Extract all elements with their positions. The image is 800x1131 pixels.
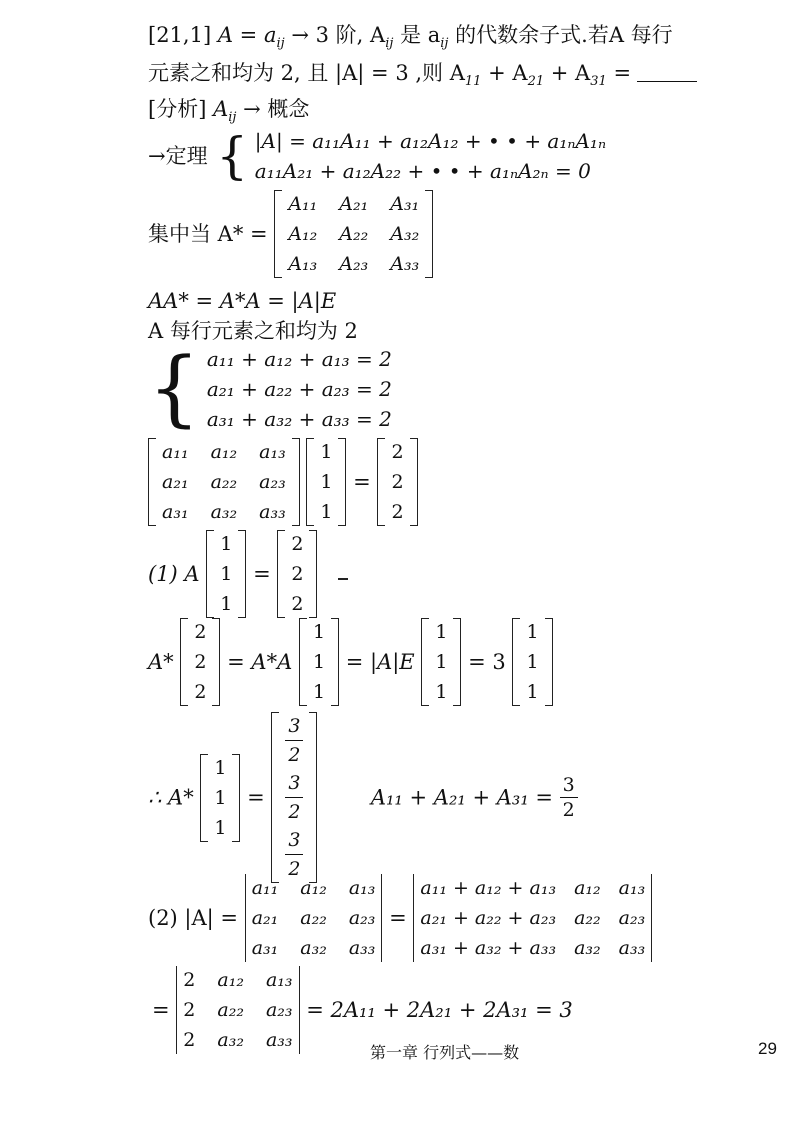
matrix-cell: A₃₂ — [390, 223, 420, 245]
analysis-a: A — [213, 97, 229, 121]
fraction-cell — [285, 771, 303, 824]
plus-1: + A — [481, 61, 528, 85]
frac-num: 3 — [562, 774, 575, 796]
matrix-cell: 1 — [320, 441, 333, 463]
matrix-cell: a₂₃ — [265, 999, 293, 1021]
matrix-cell: a₁₃ — [259, 441, 286, 463]
matrix-cell: a₂₂ — [574, 907, 601, 929]
system-rows — [207, 344, 392, 434]
matrix-cell: a₃₃ — [618, 937, 646, 959]
matrix-cell: 2 — [194, 621, 207, 643]
frac-num: 3 — [288, 715, 301, 737]
matrix-cell: 1 — [312, 681, 326, 703]
matrix-cell: 1 — [320, 471, 333, 493]
step2-line: (2) |A| = a₁₁ a₁₂ a₁₃ a₂₁ a₂₂ a₂₃ a₃₁ a₃₂ a₃₃ = a₁₁ + a₁₂ + a₁₃ a₁₂ a₁₃ a₂₁ + a₂₂ + a₂₃ a₂₂ a₂₃ a₃₁ + a₃₂ + a₃₃ a₃₂ a₃₃ — [148, 874, 652, 962]
matrix-cell: a₃₃ — [348, 937, 376, 959]
matrix-cell: 1 — [435, 621, 448, 643]
matrix-cell: a₃₂ — [300, 937, 327, 959]
matrix-cell: 1 — [220, 533, 233, 555]
matrix-cell: a₂₂ — [210, 471, 238, 493]
matrix-cell: 1 — [220, 593, 233, 615]
adjoint-identity: AA* = A*A = |A|E — [148, 289, 337, 313]
step2-final: = 2A₁₁ + 2A₂₁ + 2A₃₁ = 3 — [306, 998, 573, 1022]
sub-ij: ij — [276, 36, 285, 51]
matrix-cell: 1 — [320, 501, 333, 523]
matrix-cell: A₂₁ — [339, 193, 369, 215]
sub-21: 21 — [527, 74, 545, 89]
matrix-cell: a₁₃ — [348, 877, 376, 899]
matrix-cell: 1 — [526, 651, 539, 673]
sub-31: 31 — [590, 74, 607, 89]
step1b-ones-1 — [299, 618, 339, 706]
matrix-cell: a₁₂ — [300, 877, 327, 899]
matrix-cell: 2 — [183, 999, 196, 1021]
matrix-cell: a₂₃ — [348, 907, 376, 929]
matrix-cell: 1 — [220, 563, 233, 585]
matrix-cell: A₃₃ — [390, 253, 420, 275]
adjoint-matrix — [274, 190, 433, 278]
matrix-cell: 1 — [526, 681, 539, 703]
matrix-cell: A₁₁ — [288, 193, 318, 215]
matrix-cell: a₃₃ — [265, 1029, 293, 1051]
matrix-cell: a₃₃ — [259, 501, 286, 523]
analysis-label: [分析] — [148, 97, 207, 121]
frac-den: 2 — [288, 744, 301, 766]
sub-ij-2: ij — [385, 36, 394, 51]
matrix-cell: a₁₁ + a₁₂ + a₁₃ — [420, 877, 557, 899]
matrix-cell: 1 — [214, 816, 227, 839]
matrix-cell: a₁₂ — [210, 441, 238, 463]
matrix-cell: a₁₁ — [251, 877, 279, 899]
matrix-cell: a₃₂ — [574, 937, 601, 959]
matrix-cell: 1 — [435, 681, 448, 703]
matrix-cell: A₂₃ — [339, 253, 369, 275]
matrix-cell: 2 — [291, 563, 304, 585]
matrix-cell: A₂₂ — [339, 223, 369, 245]
matrix-cell: a₂₂ — [300, 907, 327, 929]
step1b-lhs: A* — [148, 650, 174, 674]
matrix-cell: a₃₂ — [217, 1029, 244, 1051]
det-2 — [413, 874, 652, 962]
matrix-cell: 2 — [291, 533, 304, 555]
therefore-fracs — [271, 712, 317, 883]
plus-2: + A — [544, 61, 591, 85]
therefore-line: ∴ A* 1 1 1 = $\frac{3}{2}$ $\frac{3}{2}$ $\frac{3}{2}$ A₁₁ + A₂₁ + A₃₁ = $\frac{3}{2}$ — [148, 712, 578, 883]
problem-line-1 — [148, 22, 673, 57]
step1-ones — [206, 530, 246, 618]
step2-final-line: = 2 a₁₂ a₁₃ 2 a₂₂ a₂₃ 2 a₃₂ a₃₃ = 2A₁₁ + 2A₂₁ + 2A₃₁ = 3 — [152, 966, 573, 1054]
matrix-cell: a₁₃ — [265, 969, 293, 991]
step1b-line — [148, 618, 553, 706]
theorem-prefix: →定理 — [148, 144, 208, 168]
analysis-text: → 概念 — [236, 97, 310, 121]
matrix-equation: a₁₁ a₁₂ a₁₃ a₂₁ a₂₂ a₂₃ a₃₁ a₃₂ a₃₃ 1 1 1 = 2 2 2 — [148, 438, 418, 526]
step2-prefix: (2) |A| = — [148, 906, 239, 930]
rowsum-text: A 每行元素之和均为 2 — [148, 319, 358, 343]
frac-den: 2 — [288, 858, 301, 880]
matrix-cell: 2 — [291, 593, 304, 615]
matrix-cell: 2 — [183, 1029, 196, 1051]
matrix-cell: a₂₁ — [251, 907, 279, 929]
adjoint-cells — [282, 190, 425, 278]
adjoint-prefix: 集中当 A* = — [148, 222, 268, 246]
footer-chapter: 第一章 行列式——数 — [370, 1043, 520, 1062]
answer-blank — [637, 63, 697, 82]
matrix-cell: a₁₃ — [618, 877, 646, 899]
adjoint-line — [148, 190, 433, 278]
therefore-prefix: ∴ A* — [148, 785, 194, 810]
sub-11: 11 — [464, 74, 482, 89]
matrix-cell: a₁₂ — [574, 877, 601, 899]
theorem-block — [148, 126, 606, 186]
step1b-mid2: = |A|E — [345, 650, 415, 674]
analysis-sub: ij — [228, 110, 237, 125]
matrix-cell: a₃₂ — [210, 501, 238, 523]
sub-ij-3: ij — [440, 36, 449, 51]
matrix-cell: A₁₃ — [288, 253, 318, 275]
step1b-mid: = A*A — [227, 650, 293, 674]
matrix-cell: a₁₂ — [217, 969, 244, 991]
matrix-cell: 2 — [194, 651, 207, 673]
matrix-cell: a₂₃ — [618, 907, 646, 929]
matrix-cell: 2 — [391, 501, 404, 523]
theorem-brace: { — [216, 127, 249, 185]
matrix-cell: A₁₂ — [288, 223, 318, 245]
step1-twos — [277, 530, 317, 618]
det-3 — [176, 966, 299, 1054]
vector-ones — [306, 438, 346, 526]
problem-text-a: A = a — [217, 23, 277, 47]
matrix-cell: A₃₁ — [390, 193, 420, 215]
vector-twos — [377, 438, 417, 526]
matrix-cell: a₃₁ — [251, 937, 279, 959]
problem-text-c: 是 a — [393, 23, 441, 47]
matrix-cell: 1 — [435, 651, 448, 673]
frac-num: 3 — [288, 829, 301, 851]
matrix-cell: 2 — [391, 471, 404, 493]
step1b-twos — [180, 618, 220, 706]
theorem-row-2: a₁₁A₂₁ + a₁₂A₂₂ + • • + a₁ₙA₂ₙ = 0 — [254, 159, 591, 183]
matrix-cell: 1 — [214, 786, 227, 809]
page-number: 29 — [758, 1039, 777, 1058]
matrix-cell: 2 — [183, 969, 196, 991]
step1b-ones-3 — [512, 618, 552, 706]
matrix-cell: 1 — [526, 621, 539, 643]
stray-mark — [338, 574, 348, 580]
theorem-system — [255, 126, 606, 186]
matrix-cell: 2 — [194, 681, 207, 703]
matrix-cell: 1 — [312, 621, 326, 643]
system-brace: { — [148, 341, 201, 436]
matrix-a — [148, 438, 300, 526]
matrix-cell: 1 — [312, 651, 326, 673]
matrix-cell: a₃₁ — [162, 501, 189, 523]
system-row: a₂₁ + a₂₂ + a₂₃ = 2 — [206, 377, 392, 401]
matrix-cell: a₂₃ — [259, 471, 286, 493]
matrix-cell: a₂₂ — [217, 999, 244, 1021]
frac-num: 3 — [288, 772, 301, 794]
matrix-cell: 1 — [214, 756, 227, 779]
problem-text-b: → 3 阶, A — [284, 23, 386, 47]
frac-den: 2 — [288, 801, 301, 823]
therefore-result-fraction — [560, 775, 578, 820]
therefore-ones — [200, 754, 240, 842]
det-1 — [245, 874, 383, 962]
frac-den: 2 — [562, 799, 575, 821]
equals: = — [606, 61, 632, 85]
problem-text-d: 的代数余子式.若A 每行 — [448, 23, 673, 47]
step1-prefix: (1) A — [148, 562, 200, 586]
step1b-ones-2 — [421, 618, 461, 706]
problem-line-2 — [148, 60, 697, 95]
theorem-row-1: |A| = a₁₁A₁₁ + a₁₂A₁₂ + • • + a₁ₙA₁ₙ — [254, 129, 607, 153]
rowsum-system — [148, 341, 392, 436]
fraction-cell — [285, 714, 303, 767]
problem-text-e: 元素之和均为 2, 且 |A| = 3 ,则 A — [148, 61, 465, 85]
step1b-mid3: = 3 — [468, 650, 506, 674]
matrix-cell: a₂₁ + a₂₂ + a₂₃ — [420, 907, 557, 929]
therefore-result: A₁₁ + A₂₁ + A₃₁ = — [370, 785, 554, 810]
matrix-cell: a₁₁ — [162, 441, 189, 463]
matrix-cell: a₂₁ — [162, 471, 189, 493]
system-row: a₁₁ + a₁₂ + a₁₃ = 2 — [206, 347, 392, 371]
system-row: a₃₁ + a₃₂ + a₃₃ = 2 — [206, 407, 392, 431]
step1-line: (1) A 1 1 1 = 2 2 2 — [148, 530, 348, 618]
problem-tag: [21,1] — [148, 23, 212, 47]
matrix-cell: 2 — [391, 441, 404, 463]
matrix-cell: a₃₁ + a₃₂ + a₃₃ — [420, 937, 557, 959]
